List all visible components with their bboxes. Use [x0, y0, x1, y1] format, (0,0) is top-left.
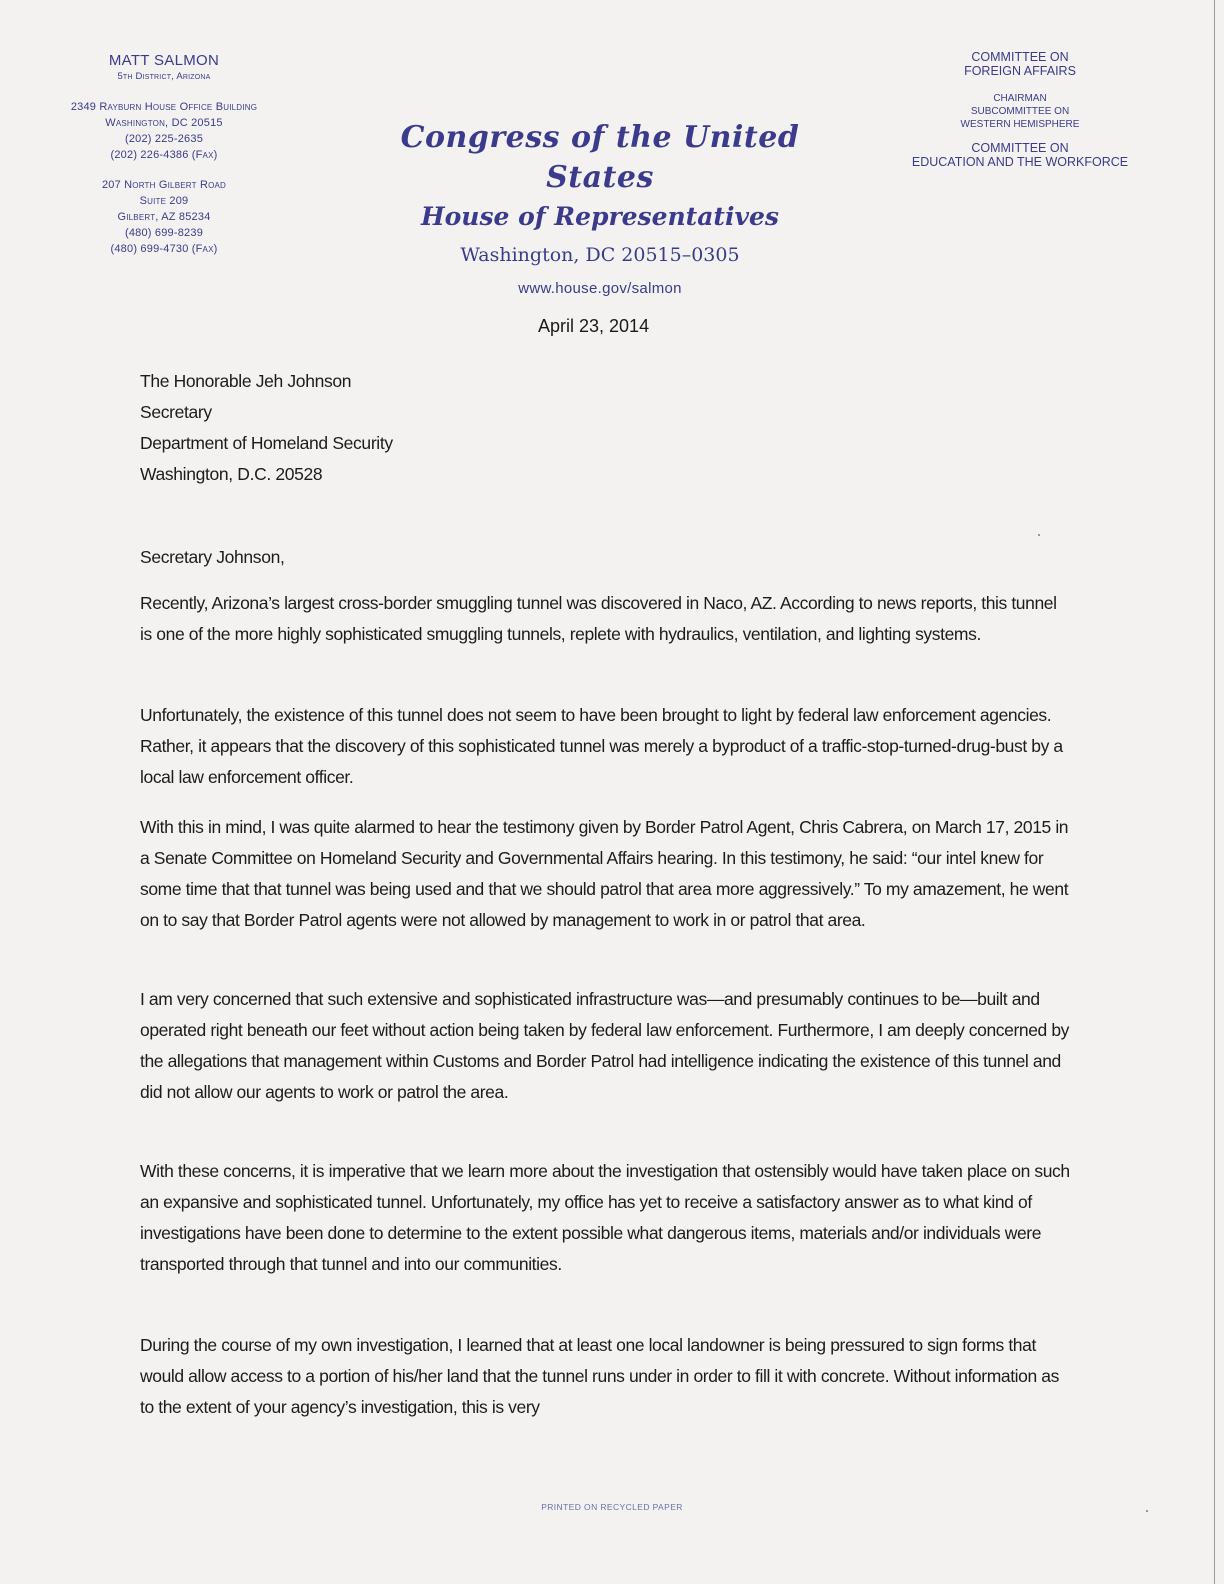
letter-date: April 23, 2014: [538, 316, 650, 336]
recipient-address: [140, 366, 1070, 490]
congress-title: Congress of the United States: [400, 120, 800, 195]
paragraph: With these concerns, it is imperative that we learn more about the investigation that ostensibly would have taken place on such an expansive and sophisticated tunnel. Unfortunately, my office has yet to receive a satisfactory answer as to what kind of investigations have been done to determine to the extent possible what dangerous items, materials and/or individuals were transported through that tunnel and into our communities.: [140, 1161, 1070, 1274]
paragraph: With this in mind, I was quite alarmed to hear the testimony given by Border Patrol Agent, Chris Cabrera, on March 17, 2015 in a Senate Committee on Homeland Security and Governmental Affairs hearing. In this testimony, he said: “our intel knew for some time that that tunnel was being used and that we should patrol that area more aggressively.” To my amazement, he went on to say that Border Patrol agents were not allowed by management to work in or patrol that area.: [140, 817, 1069, 930]
paragraph: Recently, Arizona’s largest cross-border smuggling tunnel was discovered in Naco, AZ. According to news reports, this tunnel is one of the more highly sophisticated smuggling tunnels, replete with hydraulics, ventilation, and lighting systems.: [140, 593, 1057, 644]
address-line: Suite 209: [139, 195, 189, 207]
salutation: Secretary Johnson,: [140, 547, 285, 567]
recipient-line: Washington, D.C. 20528: [140, 464, 323, 484]
dc-office-address: [44, 99, 284, 163]
member-district: 5th District, Arizona: [117, 71, 211, 82]
house-title: House of Representatives: [421, 202, 779, 231]
fax-line: (480) 699-4730 (Fax): [110, 243, 218, 255]
az-office-address: [44, 177, 284, 257]
phone-line: (480) 699-8239: [124, 227, 204, 239]
paragraph: I am very concerned that such extensive and sophisticated infrastructure was—and presumably continues to be—built and operated right beneath our feet without action being taken by federal law enforcement. Furthermore, I am deeply concerned by the allegations that management within Customs and Border Patrol had intelligence indicating the existence of this tunnel and did not allow our agents to work or patrol the area.: [140, 989, 1070, 1102]
phone-line: (202) 225-2635: [124, 133, 204, 145]
letterhead-title: [360, 118, 840, 297]
letterhead-member-info: [44, 52, 284, 257]
member-name: MATT SALMON: [108, 52, 220, 69]
recipient-line: Secretary: [140, 402, 212, 422]
address-line: Washington, DC 20515: [105, 117, 223, 129]
page-edge-line: [1214, 0, 1215, 1584]
committee-line: COMMITTEE ON: [971, 50, 1069, 64]
address-line: Gilbert, AZ 85234: [117, 211, 211, 223]
recycled-paper-note: PRINTED ON RECYCLED PAPER: [541, 1502, 683, 1512]
website-link[interactable]: www.house.gov/salmon: [518, 280, 682, 297]
washington-address: Washington, DC 20515–0305: [460, 244, 740, 266]
recipient-line: Department of Homeland Security: [140, 433, 393, 453]
scan-speck: [1146, 1510, 1148, 1512]
recipient-line: The Honorable Jeh Johnson: [140, 371, 352, 391]
scan-speck: [1038, 534, 1040, 536]
committee-line: FOREIGN AFFAIRS: [964, 64, 1076, 78]
fax-line: (202) 226-4386 (Fax): [110, 149, 218, 161]
committee-line: COMMITTEE ON: [971, 141, 1069, 155]
address-line: 2349 Rayburn House Office Building: [70, 101, 258, 113]
subcommittee-line: CHAIRMAN: [993, 93, 1047, 104]
subcommittee-line: SUBCOMMITTEE ON: [970, 106, 1070, 117]
letterhead-committees: [890, 50, 1150, 169]
paragraph: Unfortunately, the existence of this tunnel does not seem to have been brought to light by federal law enforcement agencies. Rather, it appears that the discovery of this sophisticated tunnel was merely a byproduct of a traffic-stop-turned-drug-bust by a local law enforcement officer.: [140, 705, 1063, 787]
address-line: 207 North Gilbert Road: [101, 179, 227, 191]
subcommittee-line: WESTERN HEMISPHERE: [960, 119, 1080, 130]
paragraph: During the course of my own investigation, I learned that at least one local landowner is being pressured to sign forms that would allow access to a portion of his/her land that the tunnel runs under in order to fill it with concrete. Without information as to the extent of your agency’s investigation, this is very: [140, 1335, 1059, 1417]
committee-line: EDUCATION AND THE WORKFORCE: [911, 155, 1129, 169]
